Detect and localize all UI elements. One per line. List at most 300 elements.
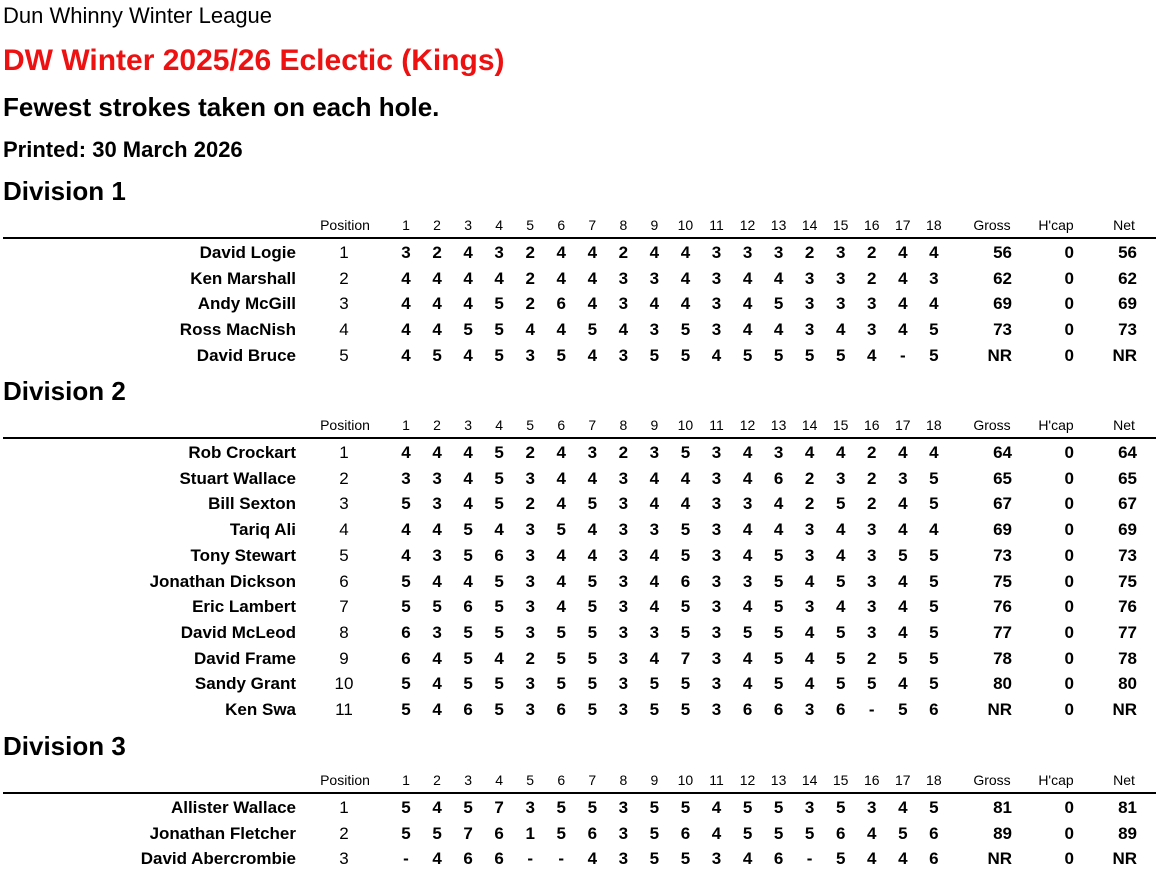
hole-score: 4 [742, 294, 753, 314]
hole-score: 3 [618, 571, 629, 591]
hole-score: 5 [649, 345, 660, 365]
gross-score: 78 [993, 648, 1012, 668]
hole-score: 6 [494, 849, 504, 869]
hcap-header: H'cap [1038, 417, 1074, 433]
hole-score: 4 [898, 520, 908, 540]
hole-header: 11 [709, 417, 724, 433]
hole-score: 4 [432, 571, 442, 591]
player-name: Jonathan Dickson [149, 571, 296, 591]
net-score: 73 [1118, 545, 1137, 565]
hole-score: 4 [649, 243, 660, 262]
hole-score: 4 [867, 345, 877, 365]
page-subtitle: Fewest strokes taken on each hole. [3, 92, 440, 122]
hole-score: 3 [711, 622, 722, 642]
hole-score: 3 [618, 823, 629, 843]
gross-score: NR [987, 700, 1012, 719]
net-score: 80 [1118, 674, 1137, 694]
player-position: 1 [339, 798, 349, 817]
handicap: 0 [1064, 468, 1074, 488]
hole-score: 2 [804, 243, 815, 262]
hole-score: 5 [929, 597, 939, 617]
player-position: 2 [339, 468, 349, 488]
hole-score: 3 [618, 648, 629, 668]
hole-score: 3 [867, 545, 877, 565]
hole-score: 4 [556, 443, 566, 462]
hole-score: 4 [432, 268, 442, 288]
hole-score: 5 [432, 597, 442, 617]
position-header: Position [320, 217, 370, 233]
hole-score: 4 [494, 268, 504, 288]
hole-score: 6 [680, 823, 691, 843]
hole-score: 4 [401, 545, 411, 565]
player-name: Rob Crockart [188, 443, 296, 462]
hole-header: 1 [402, 417, 410, 433]
hole-score: 3 [525, 468, 535, 488]
hole-header: 17 [895, 417, 911, 433]
hole-score: 5 [463, 798, 473, 817]
hole-score: 3 [804, 320, 815, 340]
hole-score: 5 [773, 798, 784, 817]
hole-score: 4 [773, 520, 784, 540]
hole-score: 4 [929, 294, 939, 314]
gross-score: 76 [993, 597, 1012, 617]
division-title: Division 1 [3, 176, 126, 206]
hole-score: 6 [773, 700, 784, 719]
hole-score: 5 [556, 345, 566, 365]
hole-score: 4 [742, 545, 753, 565]
net-score: 65 [1118, 468, 1137, 488]
hole-score: 5 [463, 520, 473, 540]
hole-score: 5 [929, 545, 939, 565]
hole-score: 3 [835, 243, 846, 262]
hole-score: 5 [401, 798, 411, 817]
hole-score: 4 [463, 494, 473, 514]
hole-score: 3 [867, 597, 877, 617]
net-score: 75 [1118, 571, 1137, 591]
hole-score: 4 [929, 243, 939, 262]
hole-score: 7 [680, 648, 691, 668]
hole-score: 5 [929, 571, 939, 591]
hole-header: 18 [926, 772, 942, 788]
hole-score: 5 [680, 700, 691, 719]
hole-score: 4 [556, 597, 566, 617]
hole-score: 6 [835, 823, 846, 843]
hole-score: - [868, 700, 875, 719]
hole-score: 4 [432, 294, 442, 314]
hole-score: 6 [929, 700, 939, 719]
hole-score: 3 [867, 798, 877, 817]
hole-score: 4 [742, 520, 753, 540]
hole-score: 4 [898, 320, 908, 340]
hole-score: - [558, 849, 565, 869]
hole-score: 4 [680, 494, 691, 514]
hole-header: 3 [464, 772, 472, 788]
hole-score: 4 [432, 674, 442, 694]
hcap-header: H'cap [1038, 217, 1074, 233]
player-position: 2 [339, 823, 349, 843]
net-score: 56 [1118, 243, 1137, 262]
hole-score: 5 [898, 700, 908, 719]
hole-score: 5 [649, 700, 660, 719]
hole-score: 6 [494, 823, 504, 843]
hole-score: 5 [773, 545, 784, 565]
handicap: 0 [1064, 294, 1074, 314]
hole-header: 15 [832, 417, 849, 433]
hole-score: 2 [867, 268, 877, 288]
hole-score: 4 [898, 443, 908, 462]
hole-score: 3 [525, 545, 535, 565]
handicap: 0 [1064, 268, 1074, 288]
hole-score: 5 [401, 571, 411, 591]
net-header: Net [1113, 217, 1135, 233]
hole-score: 4 [463, 345, 473, 365]
hole-score: 3 [649, 268, 660, 288]
handicap: 0 [1064, 798, 1074, 817]
net-score: NR [1112, 849, 1137, 869]
hole-score: 5 [898, 545, 908, 565]
hole-score: 4 [463, 571, 473, 591]
player-position: 4 [339, 320, 349, 340]
hole-score: 4 [898, 571, 908, 591]
hole-score: 3 [898, 468, 908, 488]
hole-score: 1 [525, 823, 535, 843]
hole-score: 5 [773, 648, 784, 668]
hole-score: 3 [804, 545, 815, 565]
hole-score: 4 [835, 443, 846, 462]
player-name: Allister Wallace [170, 798, 296, 817]
hole-score: 2 [618, 443, 629, 462]
hole-score: 3 [618, 268, 629, 288]
hole-score: 3 [525, 798, 535, 817]
hole-score: 5 [587, 674, 598, 694]
hole-score: 4 [742, 849, 753, 869]
handicap: 0 [1064, 443, 1074, 462]
hole-header: 8 [619, 772, 628, 788]
hole-score: 4 [804, 622, 815, 642]
hole-score: 3 [525, 597, 535, 617]
hole-score: 4 [773, 494, 784, 514]
hole-score: 4 [494, 648, 504, 668]
hole-score: 3 [587, 443, 598, 462]
player-position: 3 [339, 494, 349, 514]
hole-score: 4 [898, 849, 908, 869]
hole-score: 5 [898, 648, 908, 668]
hole-score: 6 [463, 597, 473, 617]
hole-score: 5 [835, 622, 846, 642]
handicap: 0 [1064, 571, 1074, 591]
hole-score: 3 [867, 520, 877, 540]
hole-score: 5 [773, 294, 784, 314]
hole-score: 3 [804, 597, 815, 617]
hole-header: 13 [770, 217, 787, 233]
gross-score: NR [987, 849, 1012, 869]
hole-score: 5 [773, 571, 784, 591]
hole-score: 4 [587, 268, 598, 288]
hole-score: 3 [929, 268, 939, 288]
hole-score: 4 [587, 545, 598, 565]
hole-score: 4 [711, 823, 722, 843]
hole-header: 12 [739, 217, 756, 233]
hole-score: 4 [898, 622, 908, 642]
hole-score: 6 [401, 648, 411, 668]
hole-header: 6 [557, 772, 566, 788]
hole-score: 4 [898, 243, 908, 262]
hole-header: 16 [863, 217, 880, 233]
hole-header: 1 [402, 772, 410, 788]
player-name: Jonathan Fletcher [149, 823, 296, 843]
hole-score: 4 [835, 320, 846, 340]
hole-header: 7 [588, 217, 597, 233]
hole-score: 4 [401, 443, 411, 462]
hole-score: 5 [680, 545, 691, 565]
hole-header: 14 [801, 217, 818, 233]
hole-score: 4 [618, 320, 629, 340]
hole-score: 5 [680, 320, 691, 340]
hole-score: 3 [711, 674, 722, 694]
hole-score: 5 [556, 798, 566, 817]
net-score: 73 [1118, 320, 1137, 340]
hole-score: 5 [556, 520, 566, 540]
player-position: 8 [339, 622, 349, 642]
hole-score: 4 [463, 443, 473, 462]
hole-score: 5 [680, 674, 691, 694]
hole-header: 8 [619, 217, 628, 233]
hole-score: 4 [742, 597, 753, 617]
hole-score: 5 [835, 849, 846, 869]
hole-score: 5 [494, 294, 504, 314]
hole-score: 4 [680, 268, 691, 288]
player-position: 10 [334, 674, 354, 694]
gross-score: NR [987, 345, 1012, 365]
hole-score: 4 [556, 571, 566, 591]
hole-score: 5 [463, 648, 473, 668]
hole-header: 2 [433, 772, 441, 788]
hole-score: 4 [401, 294, 411, 314]
handicap: 0 [1064, 622, 1074, 642]
hole-score: 4 [463, 243, 473, 262]
hole-score: 5 [556, 648, 566, 668]
hole-score: 2 [618, 243, 629, 262]
hole-score: 5 [835, 798, 846, 817]
gross-score: 77 [993, 622, 1012, 642]
gross-score: 64 [993, 443, 1012, 462]
net-score: 69 [1118, 520, 1137, 540]
hole-score: 5 [680, 443, 691, 462]
hole-score: 4 [494, 520, 504, 540]
hole-score: 2 [525, 443, 535, 462]
hole-score: 4 [432, 320, 442, 340]
hole-score: 6 [401, 622, 411, 642]
gross-header: Gross [973, 217, 1011, 233]
hole-header: 7 [588, 772, 597, 788]
hole-score: 2 [867, 648, 877, 668]
hole-score: 3 [742, 243, 753, 262]
hole-score: 3 [618, 345, 629, 365]
hole-score: 6 [742, 700, 753, 719]
hole-score: 5 [649, 823, 660, 843]
hole-header: 4 [495, 217, 504, 233]
hole-score: 3 [618, 674, 629, 694]
hole-score: 2 [804, 468, 815, 488]
handicap: 0 [1064, 320, 1074, 340]
gross-score: 75 [993, 571, 1012, 591]
player-name: David Abercrombie [140, 849, 296, 869]
hole-score: 3 [525, 622, 535, 642]
hole-score: 6 [680, 571, 691, 591]
hole-header: 16 [863, 417, 880, 433]
hole-score: 4 [742, 674, 753, 694]
handicap: 0 [1064, 700, 1074, 719]
hole-header: 7 [588, 417, 597, 433]
hole-score: 4 [432, 648, 442, 668]
hole-score: 4 [742, 468, 753, 488]
hole-header: 18 [926, 417, 942, 433]
hole-score: 3 [618, 849, 629, 869]
hole-header: 18 [926, 217, 942, 233]
net-score: 64 [1118, 443, 1137, 462]
printed-date: Printed: 30 March 2026 [3, 137, 243, 162]
hole-score: 6 [556, 294, 566, 314]
hole-score: 4 [742, 443, 753, 462]
gross-score: 67 [993, 494, 1012, 514]
hole-header: 15 [832, 217, 849, 233]
hole-score: 4 [587, 243, 598, 262]
hole-score: 6 [835, 700, 846, 719]
hole-score: 4 [898, 597, 908, 617]
hole-score: 4 [649, 571, 660, 591]
hole-header: 12 [739, 772, 756, 788]
hole-score: 3 [618, 700, 629, 719]
hole-score: 3 [804, 798, 815, 817]
hole-score: 5 [463, 320, 473, 340]
net-score: 67 [1118, 494, 1137, 514]
hole-score: 4 [867, 823, 877, 843]
player-position: 3 [339, 849, 349, 869]
gross-header: Gross [973, 772, 1011, 788]
hole-score: 4 [587, 468, 598, 488]
hole-score: 4 [556, 243, 566, 262]
hole-score: 6 [929, 849, 939, 869]
hole-score: - [403, 849, 409, 869]
hole-score: 4 [649, 597, 660, 617]
hole-score: 3 [711, 700, 722, 719]
hole-score: 6 [463, 849, 473, 869]
hole-header: 14 [801, 417, 818, 433]
gross-score: 73 [993, 545, 1012, 565]
hole-score: 3 [773, 243, 784, 262]
hole-score: 4 [835, 597, 846, 617]
handicap: 0 [1064, 849, 1074, 869]
hole-score: 5 [929, 494, 939, 514]
hole-header: 15 [832, 772, 849, 788]
hole-score: 3 [618, 494, 629, 514]
hole-score: 4 [401, 320, 411, 340]
gross-score: 65 [993, 468, 1012, 488]
hole-score: 5 [494, 571, 504, 591]
hole-score: 4 [649, 648, 660, 668]
hole-score: - [527, 849, 534, 869]
hole-score: 5 [494, 468, 504, 488]
hole-score: 4 [587, 849, 598, 869]
hole-score: 3 [525, 674, 535, 694]
hole-score: 5 [494, 674, 504, 694]
hole-score: 4 [463, 294, 473, 314]
hole-score: 5 [556, 622, 566, 642]
hole-score: 4 [432, 520, 442, 540]
hole-score: 4 [463, 468, 473, 488]
player-name: Tariq Ali [229, 520, 296, 540]
hole-score: 5 [680, 520, 691, 540]
hole-score: 3 [618, 798, 629, 817]
hole-score: 5 [401, 494, 411, 514]
handicap: 0 [1064, 597, 1074, 617]
gross-score: 89 [993, 823, 1012, 843]
player-position: 3 [339, 294, 349, 314]
hole-score: 4 [432, 700, 442, 719]
hole-score: 3 [742, 494, 753, 514]
hole-score: 3 [711, 443, 722, 462]
hole-score: 5 [680, 622, 691, 642]
hole-score: 4 [835, 520, 846, 540]
hole-score: - [899, 345, 906, 365]
hole-score: 5 [929, 798, 939, 817]
handicap: 0 [1064, 345, 1074, 365]
hole-score: 4 [680, 294, 691, 314]
net-score: 81 [1118, 798, 1137, 817]
hole-score: 6 [773, 468, 784, 488]
hole-score: 5 [587, 494, 598, 514]
net-header: Net [1113, 772, 1135, 788]
hole-score: 4 [556, 494, 566, 514]
handicap: 0 [1064, 648, 1074, 668]
hole-score: 3 [618, 597, 629, 617]
position-header: Position [320, 772, 370, 788]
player-position: 9 [339, 648, 349, 668]
hole-score: 3 [525, 700, 535, 719]
hole-score: 4 [742, 268, 753, 288]
hole-score: 4 [432, 798, 442, 817]
hole-score: 3 [804, 294, 815, 314]
hole-score: 3 [742, 571, 753, 591]
player-name: David Logie [199, 243, 296, 262]
header-rule [3, 792, 1156, 794]
hole-score: 5 [742, 823, 753, 843]
gross-header: Gross [973, 417, 1011, 433]
hole-score: 5 [835, 648, 846, 668]
hole-score: 4 [711, 798, 722, 817]
hole-score: 3 [432, 468, 442, 488]
hole-score: 5 [649, 674, 660, 694]
hole-score: 6 [463, 700, 473, 719]
hole-score: 2 [525, 268, 535, 288]
hole-score: 3 [867, 320, 877, 340]
net-score: 89 [1118, 823, 1137, 843]
hole-score: 4 [401, 268, 411, 288]
hole-score: 3 [867, 571, 877, 591]
hole-header: 9 [650, 772, 659, 788]
hole-score: 4 [773, 268, 784, 288]
hole-header: 2 [433, 417, 441, 433]
net-score: 78 [1118, 648, 1137, 668]
hole-score: 3 [649, 443, 660, 462]
hole-score: 4 [773, 320, 784, 340]
hole-score: 2 [525, 243, 535, 262]
hole-score: 3 [525, 345, 535, 365]
hole-score: 2 [525, 648, 535, 668]
hole-header: 17 [895, 217, 911, 233]
hole-score: 4 [711, 345, 722, 365]
hole-score: 5 [556, 823, 566, 843]
